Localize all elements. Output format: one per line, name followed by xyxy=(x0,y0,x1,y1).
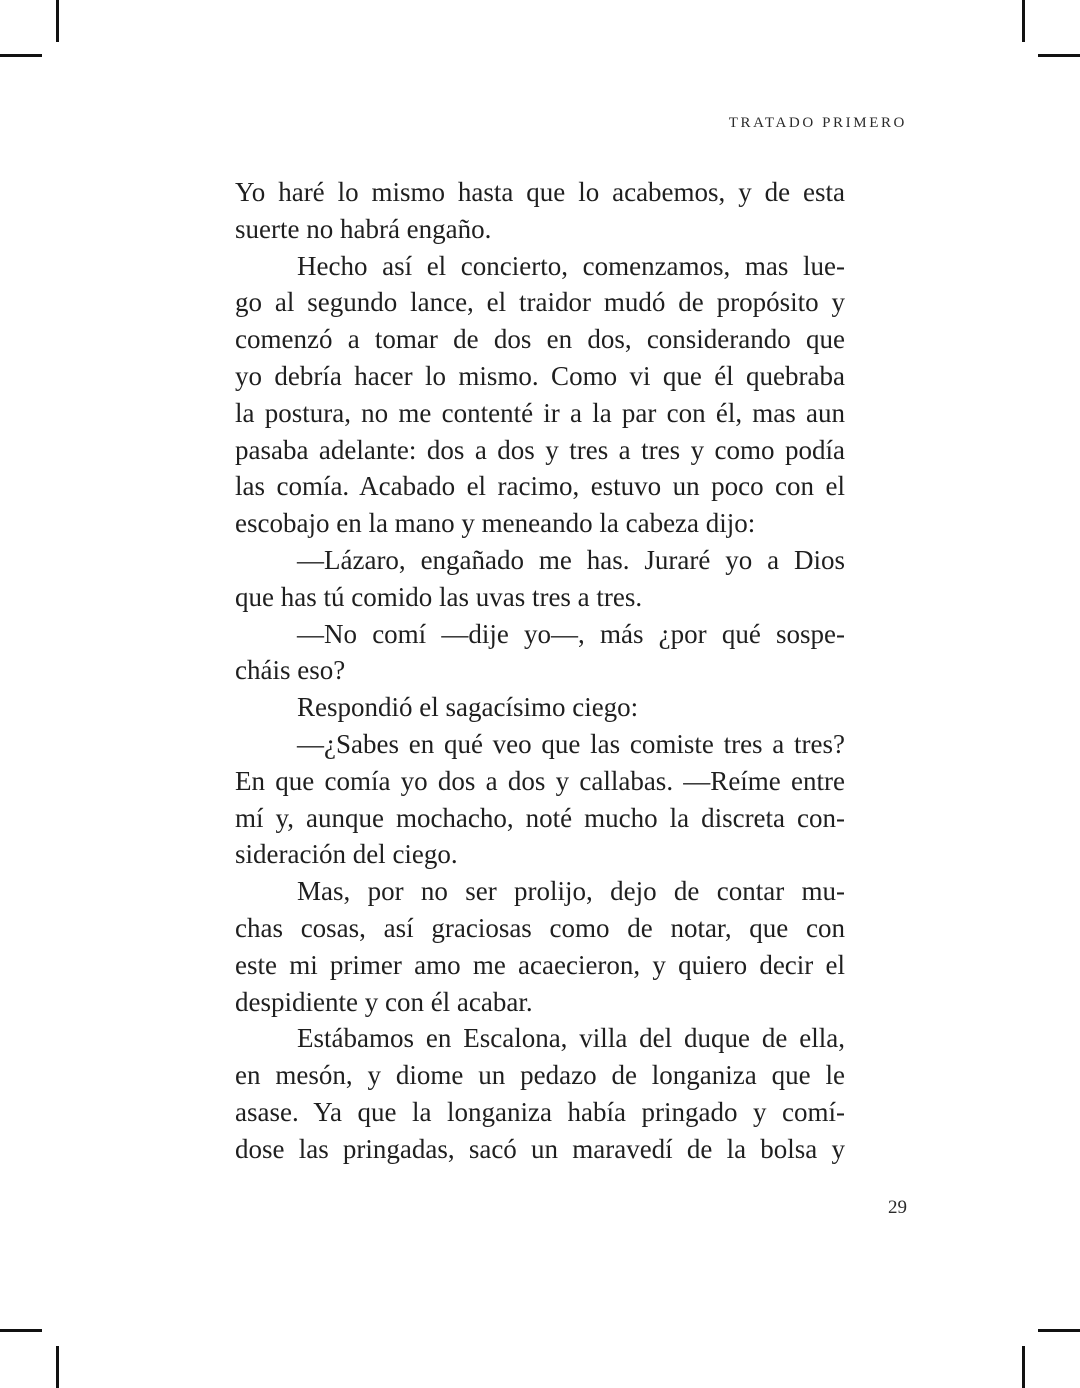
text-line: —Lázaro, engañado me has. Juraré yo a Dios xyxy=(297,544,845,575)
crop-mark-top-left-horizontal xyxy=(0,54,42,57)
page-number: 29 xyxy=(888,1197,907,1218)
text-line: dose las pringadas, sacó un maravedí de la bolsa y xyxy=(235,1133,845,1164)
text-line: que has tú comido las uvas tres a tres. xyxy=(235,581,643,612)
text-line: Respondió el sagacísimo ciego: xyxy=(297,692,639,723)
crop-mark-bottom-right-horizontal xyxy=(1038,1329,1080,1332)
text-line: suerte no habrá engaño. xyxy=(235,213,492,244)
text-line: Mas, por no ser prolijo, dejo de contar mu- xyxy=(297,876,845,907)
text-line: En que comía yo dos a dos y callabas. —Reíme entre xyxy=(235,765,845,796)
crop-mark-top-right-vertical xyxy=(1022,0,1025,42)
text-line: yo debría hacer lo mismo. Como vi que él quebraba xyxy=(235,360,845,391)
crop-mark-bottom-left-horizontal xyxy=(0,1329,42,1332)
crop-mark-top-left-vertical xyxy=(56,0,59,42)
body-text xyxy=(235,174,845,1168)
text-line: despidiente y con él acabar. xyxy=(235,986,533,1017)
text-line: asase. Ya que la longaniza había pringado y comí- xyxy=(235,1096,845,1127)
text-line: Hecho así el concierto, comenzamos, mas lue- xyxy=(297,250,845,281)
text-line: la postura, no me contenté ir a la par con él, mas aun xyxy=(235,397,845,428)
text-line: —No comí —dije yo—, más ¿por qué sospe- xyxy=(297,618,845,649)
text-line: Estábamos en Escalona, villa del duque de ella, xyxy=(297,1023,845,1054)
text-line: cháis eso? xyxy=(235,655,346,686)
text-line: chas cosas, así graciosas como de notar, que con xyxy=(235,912,845,943)
crop-mark-bottom-right-vertical xyxy=(1022,1346,1025,1388)
text-line: las comía. Acabado el racimo, estuvo un poco con el xyxy=(235,471,845,502)
text-line: Yo haré lo mismo hasta que lo acabemos, y de esta xyxy=(235,177,845,207)
crop-mark-bottom-left-vertical xyxy=(56,1346,59,1388)
running-head: TRATADO PRIMERO xyxy=(728,115,907,131)
text-line: pasaba adelante: dos a dos y tres a tres y como podía xyxy=(235,434,845,465)
text-line: escobajo en la mano y meneando la cabeza dijo: xyxy=(235,508,756,539)
text-line: en mesón, y diome un pedazo de longaniza que le xyxy=(235,1060,845,1091)
text-line: mí y, aunque mochacho, noté mucho la discreta con- xyxy=(235,802,845,833)
text-line: sideración del ciego. xyxy=(235,839,458,870)
text-line: este mi primer amo me acaecieron, y quiero decir el xyxy=(235,949,845,980)
text-line: go al segundo lance, el traidor mudó de propósito y xyxy=(235,287,845,318)
text-line: comenzó a tomar de dos en dos, considerando que xyxy=(235,324,845,355)
text-line: —¿Sabes en qué veo que las comiste tres a tres? xyxy=(297,728,845,759)
crop-mark-top-right-horizontal xyxy=(1038,54,1080,57)
